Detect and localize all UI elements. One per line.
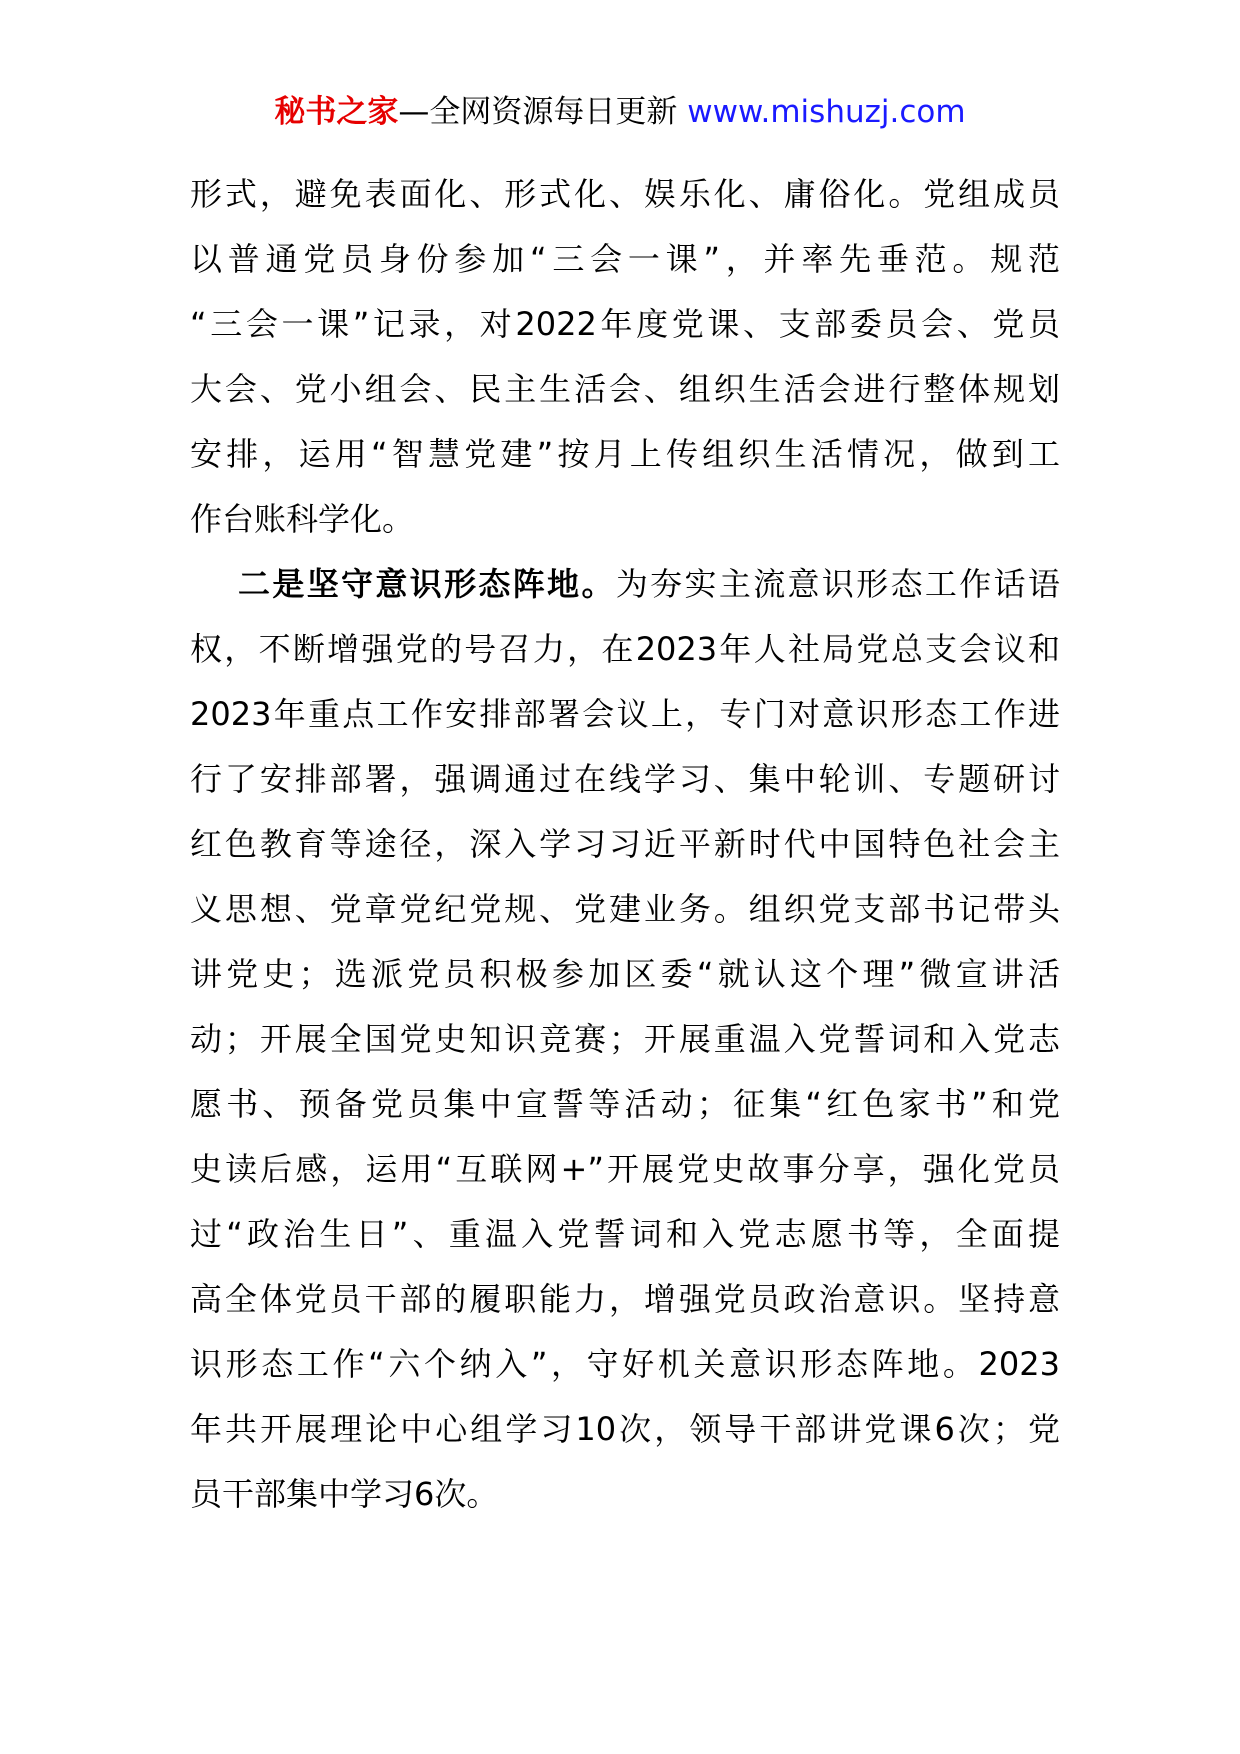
- document-body: [190, 162, 1060, 1527]
- text-line: 愿书、预备党员集中宣誓等活动；征集“红色家书”和党: [190, 1085, 1060, 1123]
- text-line: 高全体党员干部的履职能力，增强党员政治意识。坚持意: [190, 1280, 1060, 1318]
- site-url-link[interactable]: www.mishuzj.com: [687, 94, 966, 130]
- text-line: 行了安排部署，强调通过在线学习、集中轮训、专题研讨: [190, 760, 1060, 798]
- text-line: 讲党史；选派党员积极参加区委“就认这个理”微宣讲活: [190, 955, 1060, 993]
- text-line: 安排，运用“智慧党建”按月上传组织生活情况，做到工: [190, 435, 1060, 473]
- brand-name: 秘书之家: [274, 94, 399, 130]
- text-line: 识形态工作“六个纳入”，守好机关意识形态阵地。2023: [190, 1345, 1060, 1383]
- header-tagline: —全网资源每日更新: [398, 94, 678, 130]
- paragraph-2: [190, 552, 1060, 1527]
- text-line: 以普通党员身份参加“三会一课”，并率先垂范。规范: [190, 240, 1060, 278]
- paragraph-first-line: [190, 552, 1060, 617]
- text-line: 动；开展全国党史知识竞赛；开展重温入党誓词和入党志: [190, 1020, 1060, 1058]
- text-line: 员干部集中学习6次。: [190, 1475, 499, 1513]
- section-heading: 二是坚守意识形态阵地。: [238, 565, 616, 603]
- paragraph-1: [190, 162, 1060, 552]
- text-line: 过“政治生日”、重温入党誓词和入党志愿书等，全面提: [190, 1215, 1060, 1253]
- text-run: 为夯实主流意识形态工作话语: [615, 565, 1060, 603]
- text-line: 年共开展理论中心组学习10次，领导干部讲党课6次；党: [190, 1410, 1060, 1448]
- text-line: 红色教育等途径，深入学习习近平新时代中国特色社会主: [190, 825, 1060, 863]
- text-line: 作台账科学化。: [190, 500, 415, 538]
- site-header: [0, 92, 1240, 132]
- text-line: 史读后感，运用“互联网+”开展党史故事分享，强化党员: [190, 1150, 1060, 1188]
- text-line: 形式，避免表面化、形式化、娱乐化、庸俗化。党组成员: [190, 175, 1060, 213]
- text-line: 权，不断增强党的号召力，在2023年人社局党总支会议和: [190, 630, 1060, 668]
- text-line: 义思想、党章党纪党规、党建业务。组织党支部书记带头: [190, 890, 1060, 928]
- text-line: 2023年重点工作安排部署会议上，专门对意识形态工作进: [190, 695, 1060, 733]
- text-line: 大会、党小组会、民主生活会、组织生活会进行整体规划: [190, 370, 1060, 408]
- text-line: “三会一课”记录，对2022年度党课、支部委员会、党员: [190, 305, 1060, 343]
